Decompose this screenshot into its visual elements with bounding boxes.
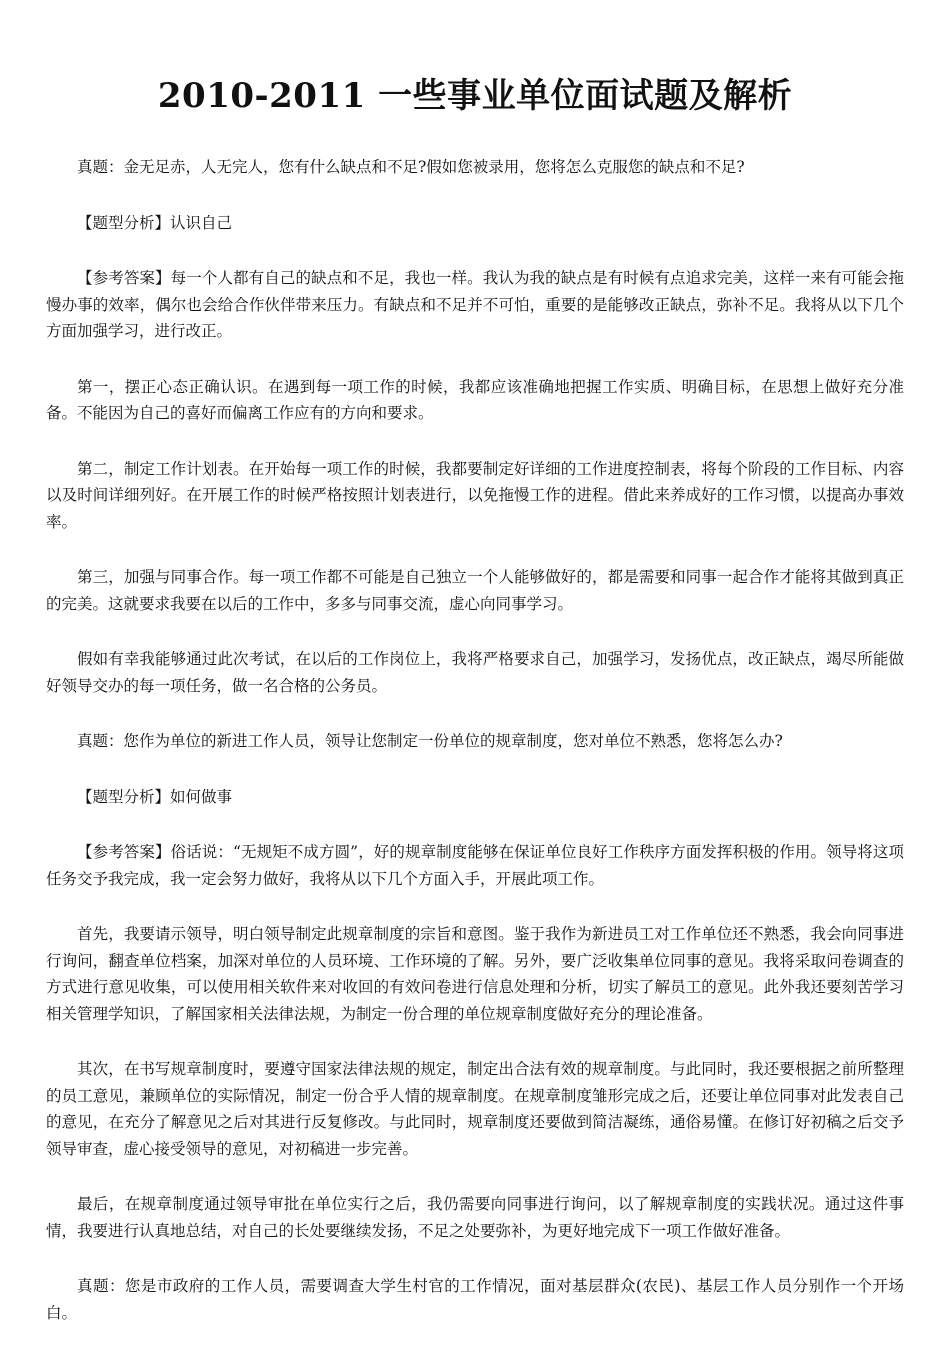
analysis-1: 【题型分析】认识自己 (77, 213, 233, 232)
answer-1-conclusion: 假如有幸我能够通过此次考试，在以后的工作岗位上，我将严格要求自己，加强学习，发扬优点，改正缺点，竭尽所能做好领导交办的每一项任务，做一名合格的公务员。 (46, 650, 904, 695)
analysis-2: 【题型分析】如何做事 (77, 787, 233, 806)
answer-1-point-2: 第二，制定工作计划表。在开始每一项工作的时候，我都要制定好详细的工作进度控制表，将每个阶段的工作目标、内容以及时间详细列好。在开展工作的时候严格按照计划表进行，以免拖慢工作的进程。借此来养成好的工作习惯，以提高办事效率。 (46, 459, 904, 531)
answer-1-point-3: 第三，加强与同事合作。每一项工作都不可能是自己独立一个人能够做好的，都是需要和同事一起合作才能将其做到真正的完美。这就要求我要在以后的工作中，多多与同事交流，虚心向同事学习。 (46, 568, 904, 613)
answer-1: 【参考答案】每一个人都有自己的缺点和不足，我也一样。我认为我的缺点是有时候有点追求完美，这样一来有可能会拖慢办事的效率，偶尔也会给合作伙伴带来压力。有缺点和不足并不可怕，重要的是能够改正缺点，弥补不足。我将从以下几个方面加强学习，进行改正。 (46, 269, 904, 340)
document-body (46, 154, 904, 1326)
question-1: 真题：金无足赤，人无完人，您有什么缺点和不足?假如您被录用，您将怎么克服您的缺点和不足? (77, 158, 745, 176)
answer-1-point-1: 第一，摆正心态正确认识。在遇到每一项工作的时候，我都应该准确地把握工作实质、明确目标，在思想上做好充分准备。不能因为自己的喜好而偏离工作应有的方向和要求。 (46, 377, 904, 422)
answer-2-point-3: 最后，在规章制度通过领导审批在单位实行之后，我仍需要向同事进行询问，以了解规章制度的实践状况。通过这件事情，我要进行认真地总结，对自己的长处要继续发扬，不足之处要弥补，为更好地完成下一项工作做好准备。 (46, 1195, 904, 1240)
answer-2: 【参考答案】俗话说：“无规矩不成方圆”，好的规章制度能够在保证单位良好工作秩序方面发挥积极的作用。领导将这项任务交予我完成，我一定会努力做好，我将从以下几个方面入手，开展此项工作。 (46, 843, 904, 888)
answer-2-point-1: 首先，我要请示领导，明白领导制定此规章制度的宗旨和意图。鉴于我作为新进员工对工作单位还不熟悉，我会向同事进行询问，翻查单位档案，加深对单位的人员环境、工作环境的了解。另外，要广泛收集单位同事的意见。我将采取问卷调查的方式进行意见收集，可以使用相关软件来对收回的有效问卷进行信息处理和分析，切实了解员工的意见。此外我还要刻苦学习相关管理学知识，了解国家相关法律法规，为制定一份合理的单位规章制度做好充分的理论准备。 (46, 925, 904, 1023)
question-3: 真题：您是市政府的工作人员，需要调查大学生村官的工作情况，面对基层群众(农民)、基层工作人员分别作一个开场白。 (46, 1277, 904, 1322)
answer-2-point-2: 其次，在书写规章制度时，要遵守国家法律法规的规定，制定出合法有效的规章制度。与此同时，我还要根据之前所整理的员工意见，兼顾单位的实际情况，制定一份合乎人情的规章制度。在规章制度雏形完成之后，还要让单位同事对此发表自己的意见，在充分了解意见之后对其进行反复修改。与此同时，规章制度还要做到简洁凝练，通俗易懂。在修订好初稿之后交予领导审查，虚心接受领导的意见，对初稿进一步完善。 (46, 1060, 904, 1158)
question-2: 真题：您作为单位的新进工作人员，领导让您制定一份单位的规章制度，您对单位不熟悉，您将怎么办? (77, 732, 783, 750)
document-page (46, 0, 904, 1355)
document-title: 2010-2011 一些事业单位面试题及解析 (157, 76, 793, 116)
